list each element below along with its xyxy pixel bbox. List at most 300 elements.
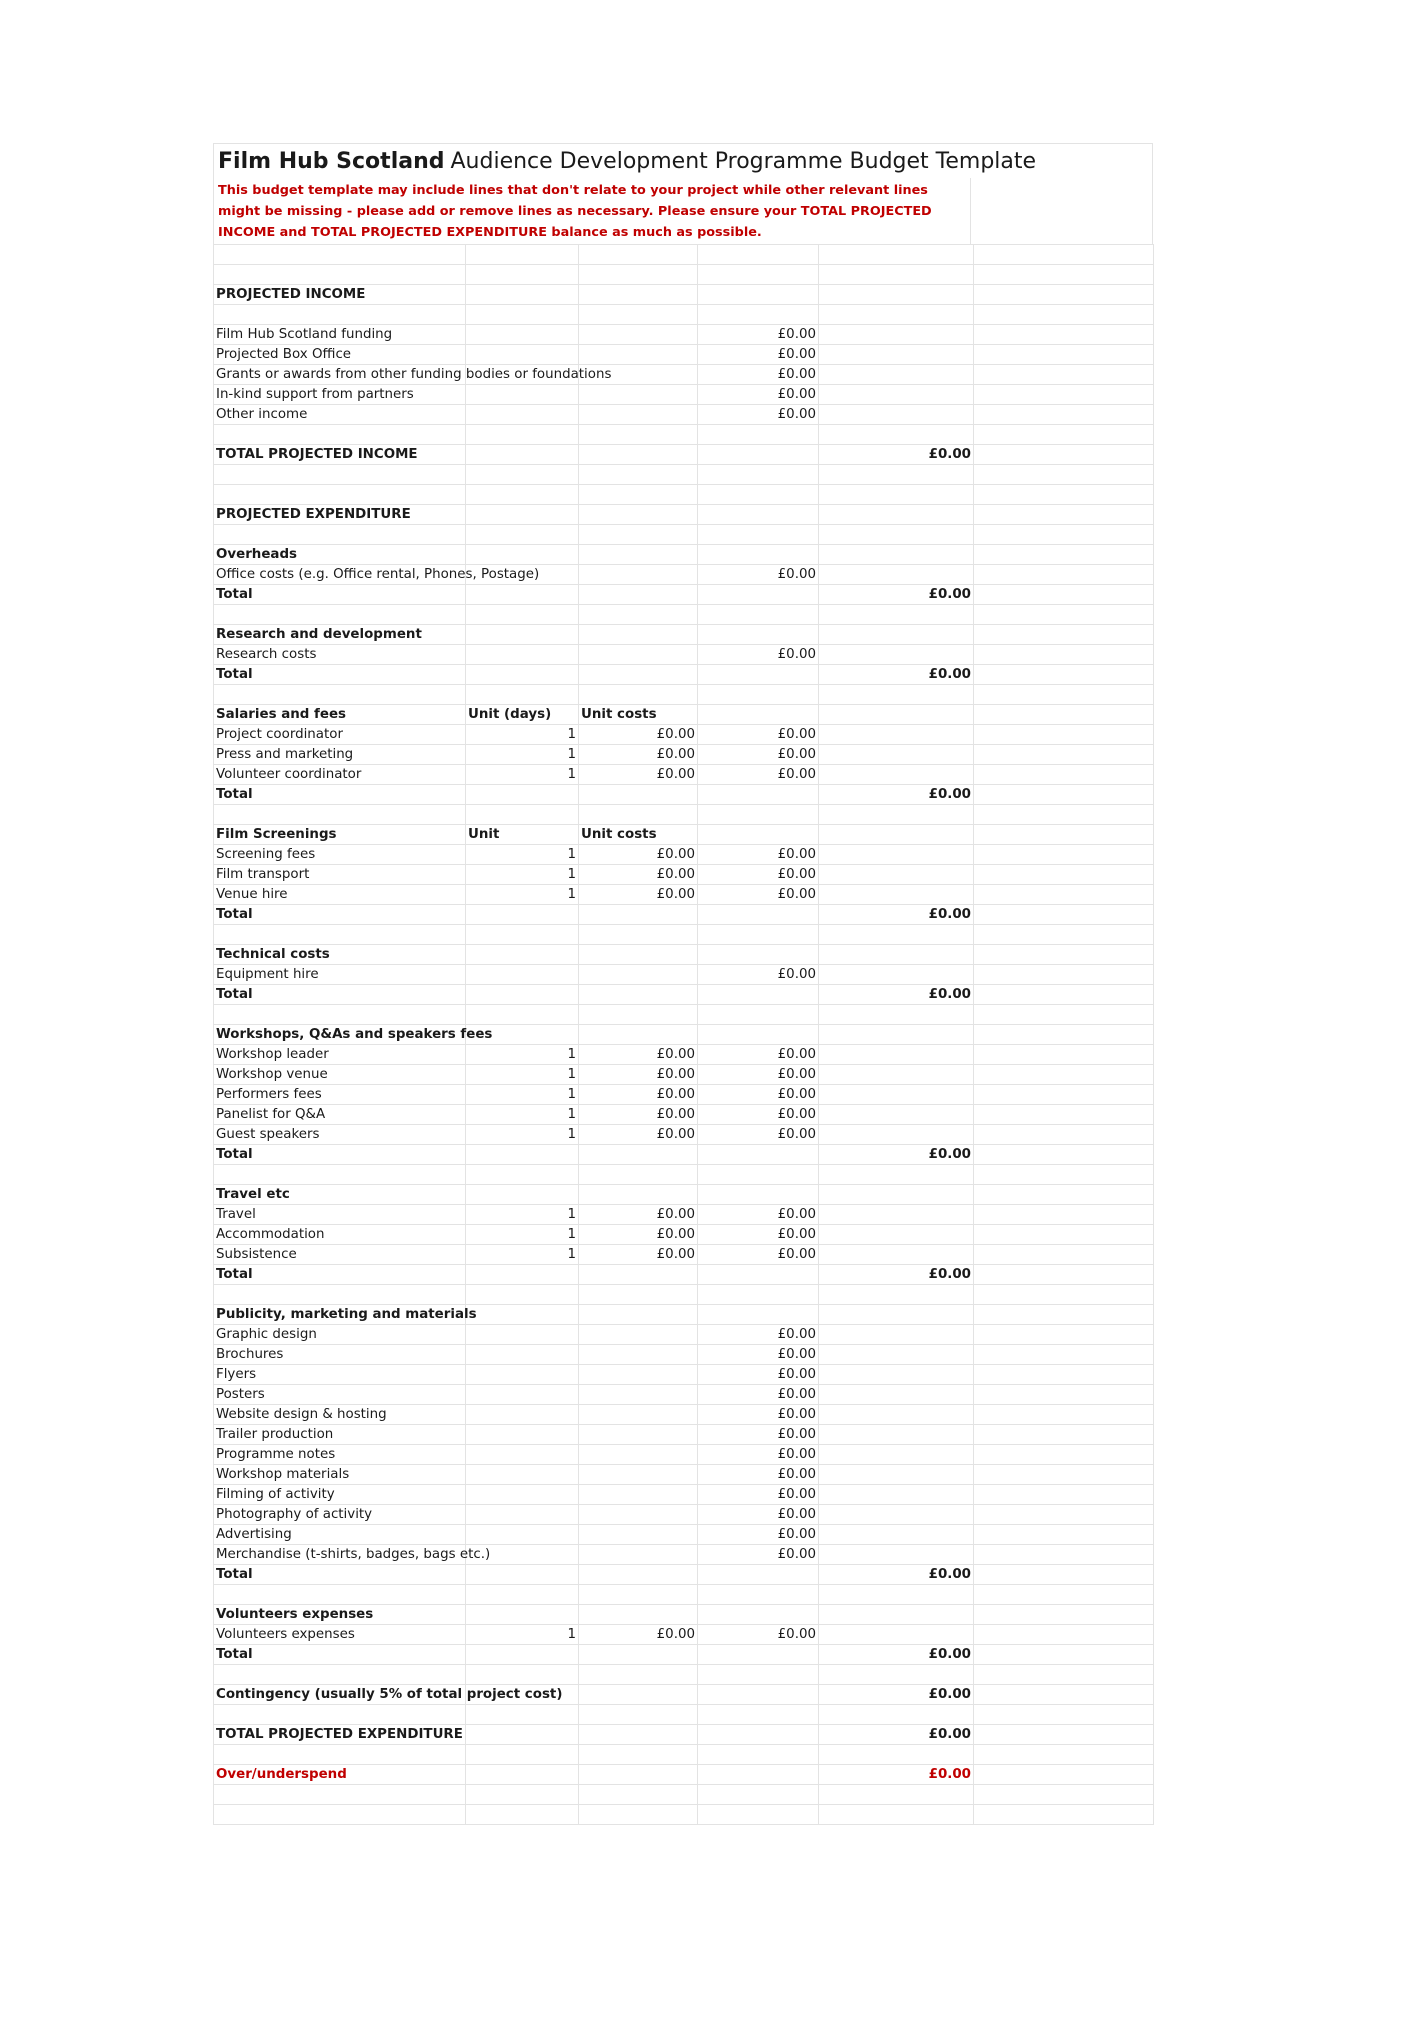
- unit-cost-cell[interactable]: [579, 1185, 698, 1205]
- cost-cell[interactable]: [698, 445, 819, 465]
- cost-cell[interactable]: [698, 1145, 819, 1165]
- unit-cell[interactable]: [466, 1385, 579, 1405]
- label-cell[interactable]: [214, 1165, 466, 1185]
- total-cell[interactable]: [819, 605, 974, 625]
- unit-cell[interactable]: 1: [466, 1625, 579, 1645]
- total-cell[interactable]: [819, 705, 974, 725]
- label-cell[interactable]: PROJECTED EXPENDITURE: [214, 505, 466, 525]
- total-cell[interactable]: [819, 1665, 974, 1685]
- unit-cost-cell[interactable]: [579, 305, 698, 325]
- cost-cell[interactable]: £0.00: [698, 1225, 819, 1245]
- total-cell[interactable]: [819, 1365, 974, 1385]
- total-cell[interactable]: [819, 265, 974, 285]
- cost-cell[interactable]: £0.00: [698, 345, 819, 365]
- total-cell[interactable]: [819, 325, 974, 345]
- unit-cell[interactable]: [466, 425, 579, 445]
- spare-cell[interactable]: [974, 1185, 1154, 1205]
- label-cell[interactable]: Workshop materials: [214, 1465, 466, 1485]
- unit-cell[interactable]: [466, 1745, 579, 1765]
- label-cell[interactable]: Research costs: [214, 645, 466, 665]
- unit-cost-cell[interactable]: [579, 1785, 698, 1805]
- unit-cost-cell[interactable]: [579, 1645, 698, 1665]
- unit-cost-cell[interactable]: £0.00: [579, 1245, 698, 1265]
- unit-cell[interactable]: [466, 1725, 579, 1745]
- total-cell[interactable]: [819, 645, 974, 665]
- label-cell[interactable]: Workshop venue: [214, 1065, 466, 1085]
- unit-cost-cell[interactable]: [579, 565, 698, 585]
- spare-cell[interactable]: [974, 1345, 1154, 1365]
- spare-cell[interactable]: [974, 1785, 1154, 1805]
- label-cell[interactable]: Travel etc: [214, 1185, 466, 1205]
- unit-cost-cell[interactable]: [579, 525, 698, 545]
- cost-cell[interactable]: [698, 785, 819, 805]
- unit-cost-cell[interactable]: [579, 1165, 698, 1185]
- cost-cell[interactable]: £0.00: [698, 745, 819, 765]
- label-cell[interactable]: Publicity, marketing and materials: [214, 1305, 466, 1325]
- label-cell[interactable]: Over/underspend: [214, 1765, 466, 1785]
- unit-cell[interactable]: 1: [466, 1045, 579, 1065]
- unit-cost-cell[interactable]: [579, 1265, 698, 1285]
- label-cell[interactable]: [214, 1805, 466, 1825]
- cost-cell[interactable]: [698, 945, 819, 965]
- label-cell[interactable]: Film Hub Scotland funding: [214, 325, 466, 345]
- spare-cell[interactable]: [974, 385, 1154, 405]
- spare-cell[interactable]: [974, 1745, 1154, 1765]
- total-cell[interactable]: [819, 1105, 974, 1125]
- unit-cost-cell[interactable]: [579, 545, 698, 565]
- total-cell[interactable]: [819, 1525, 974, 1545]
- spare-cell[interactable]: [974, 1065, 1154, 1085]
- unit-cost-cell[interactable]: [579, 1745, 698, 1765]
- unit-cost-cell[interactable]: £0.00: [579, 1105, 698, 1125]
- unit-cost-cell[interactable]: [579, 1765, 698, 1785]
- total-cell[interactable]: [819, 1245, 974, 1265]
- label-cell[interactable]: Salaries and fees: [214, 705, 466, 725]
- unit-cell[interactable]: [466, 525, 579, 545]
- spare-cell[interactable]: [974, 305, 1154, 325]
- spare-cell[interactable]: [974, 1545, 1154, 1565]
- unit-cell[interactable]: [466, 925, 579, 945]
- label-cell[interactable]: Total: [214, 905, 466, 925]
- label-cell[interactable]: [214, 805, 466, 825]
- label-cell[interactable]: Technical costs: [214, 945, 466, 965]
- unit-cost-cell[interactable]: [579, 505, 698, 525]
- cost-cell[interactable]: [698, 1605, 819, 1625]
- unit-cost-cell[interactable]: £0.00: [579, 1065, 698, 1085]
- label-cell[interactable]: TOTAL PROJECTED INCOME: [214, 445, 466, 465]
- total-cell[interactable]: [819, 845, 974, 865]
- unit-cell[interactable]: [466, 585, 579, 605]
- unit-cost-cell[interactable]: £0.00: [579, 885, 698, 905]
- unit-cell[interactable]: 1: [466, 1205, 579, 1225]
- spare-cell[interactable]: [974, 1305, 1154, 1325]
- spare-cell[interactable]: [974, 1225, 1154, 1245]
- cost-cell[interactable]: £0.00: [698, 1545, 819, 1565]
- spare-cell[interactable]: [974, 865, 1154, 885]
- unit-cost-cell[interactable]: £0.00: [579, 1085, 698, 1105]
- total-cell[interactable]: [819, 725, 974, 745]
- total-cell[interactable]: £0.00: [819, 585, 974, 605]
- total-cell[interactable]: [819, 625, 974, 645]
- total-cell[interactable]: [819, 285, 974, 305]
- spare-cell[interactable]: [974, 365, 1154, 385]
- unit-cost-cell[interactable]: [579, 465, 698, 485]
- unit-cell[interactable]: [466, 1605, 579, 1625]
- unit-cost-cell[interactable]: [579, 1545, 698, 1565]
- unit-cell[interactable]: [466, 545, 579, 565]
- unit-cost-cell[interactable]: [579, 1325, 698, 1345]
- unit-cell[interactable]: [466, 1145, 579, 1165]
- unit-cost-cell[interactable]: [579, 665, 698, 685]
- cost-cell[interactable]: £0.00: [698, 1125, 819, 1145]
- spare-cell[interactable]: [974, 1045, 1154, 1065]
- unit-cell[interactable]: 1: [466, 1105, 579, 1125]
- unit-cell[interactable]: [466, 1585, 579, 1605]
- unit-cell[interactable]: [466, 1565, 579, 1585]
- label-cell[interactable]: Grants or awards from other funding bodies or foundations: [214, 365, 466, 385]
- spare-cell[interactable]: [974, 1365, 1154, 1385]
- cost-cell[interactable]: £0.00: [698, 865, 819, 885]
- label-cell[interactable]: Volunteers expenses: [214, 1625, 466, 1645]
- cost-cell[interactable]: £0.00: [698, 1205, 819, 1225]
- total-cell[interactable]: [819, 345, 974, 365]
- spare-cell[interactable]: [974, 945, 1154, 965]
- spare-cell[interactable]: [974, 985, 1154, 1005]
- total-cell[interactable]: £0.00: [819, 1645, 974, 1665]
- total-cell[interactable]: £0.00: [819, 1145, 974, 1165]
- unit-cost-cell[interactable]: £0.00: [579, 845, 698, 865]
- cost-cell[interactable]: £0.00: [698, 1405, 819, 1425]
- cost-cell[interactable]: [698, 505, 819, 525]
- unit-cell[interactable]: [466, 325, 579, 345]
- unit-cost-cell[interactable]: [579, 1385, 698, 1405]
- cost-cell[interactable]: [698, 1805, 819, 1825]
- label-cell[interactable]: Travel: [214, 1205, 466, 1225]
- total-cell[interactable]: [819, 1785, 974, 1805]
- unit-cost-cell[interactable]: [579, 1005, 698, 1025]
- total-cell[interactable]: [819, 465, 974, 485]
- label-cell[interactable]: Performers fees: [214, 1085, 466, 1105]
- total-cell[interactable]: [819, 1745, 974, 1765]
- label-cell[interactable]: Workshops, Q&As and speakers fees: [214, 1025, 466, 1045]
- total-cell[interactable]: [819, 245, 974, 265]
- spare-cell[interactable]: [974, 805, 1154, 825]
- label-cell[interactable]: [214, 485, 466, 505]
- label-cell[interactable]: Accommodation: [214, 1225, 466, 1245]
- unit-cost-cell[interactable]: [579, 1665, 698, 1685]
- label-cell[interactable]: Film Screenings: [214, 825, 466, 845]
- spare-cell[interactable]: [974, 1665, 1154, 1685]
- spare-cell[interactable]: [974, 845, 1154, 865]
- cost-cell[interactable]: [698, 305, 819, 325]
- cost-cell[interactable]: [698, 1265, 819, 1285]
- total-cell[interactable]: [819, 1045, 974, 1065]
- cost-cell[interactable]: [698, 1785, 819, 1805]
- cost-cell[interactable]: [698, 1305, 819, 1325]
- spare-cell[interactable]: [974, 1645, 1154, 1665]
- label-cell[interactable]: [214, 1005, 466, 1025]
- cost-cell[interactable]: [698, 1745, 819, 1765]
- cost-cell[interactable]: £0.00: [698, 1365, 819, 1385]
- spare-cell[interactable]: [974, 1605, 1154, 1625]
- total-cell[interactable]: [819, 685, 974, 705]
- cost-cell[interactable]: [698, 485, 819, 505]
- unit-cell[interactable]: [466, 465, 579, 485]
- label-cell[interactable]: Film transport: [214, 865, 466, 885]
- total-cell[interactable]: £0.00: [819, 1265, 974, 1285]
- cost-cell[interactable]: [698, 1585, 819, 1605]
- spare-cell[interactable]: [974, 445, 1154, 465]
- label-cell[interactable]: [214, 425, 466, 445]
- unit-cell[interactable]: [466, 1665, 579, 1685]
- label-cell[interactable]: Total: [214, 1145, 466, 1165]
- cost-cell[interactable]: £0.00: [698, 385, 819, 405]
- spare-cell[interactable]: [974, 1465, 1154, 1485]
- unit-cost-cell[interactable]: [579, 785, 698, 805]
- unit-cost-cell[interactable]: [579, 245, 698, 265]
- total-cell[interactable]: [819, 405, 974, 425]
- cost-cell[interactable]: [698, 425, 819, 445]
- unit-cost-cell[interactable]: [579, 625, 698, 645]
- spare-cell[interactable]: [974, 825, 1154, 845]
- total-cell[interactable]: £0.00: [819, 445, 974, 465]
- unit-cell[interactable]: 1: [466, 1125, 579, 1145]
- spare-cell[interactable]: [974, 965, 1154, 985]
- cost-cell[interactable]: £0.00: [698, 1245, 819, 1265]
- label-cell[interactable]: Programme notes: [214, 1445, 466, 1465]
- spare-cell[interactable]: [974, 1105, 1154, 1125]
- cost-cell[interactable]: £0.00: [698, 725, 819, 745]
- spare-cell[interactable]: [974, 1405, 1154, 1425]
- total-cell[interactable]: [819, 1545, 974, 1565]
- label-cell[interactable]: Total: [214, 1265, 466, 1285]
- label-cell[interactable]: Flyers: [214, 1365, 466, 1385]
- label-cell[interactable]: [214, 245, 466, 265]
- total-cell[interactable]: [819, 485, 974, 505]
- unit-cost-cell[interactable]: [579, 1345, 698, 1365]
- total-cell[interactable]: [819, 565, 974, 585]
- spare-cell[interactable]: [974, 1325, 1154, 1345]
- total-cell[interactable]: [819, 425, 974, 445]
- unit-cell[interactable]: [466, 1645, 579, 1665]
- cost-cell[interactable]: £0.00: [698, 1525, 819, 1545]
- total-cell[interactable]: [819, 1405, 974, 1425]
- cost-cell[interactable]: [698, 685, 819, 705]
- label-cell[interactable]: PROJECTED INCOME: [214, 285, 466, 305]
- spare-cell[interactable]: [974, 1485, 1154, 1505]
- label-cell[interactable]: [214, 1785, 466, 1805]
- spare-cell[interactable]: [974, 1205, 1154, 1225]
- unit-cell[interactable]: 1: [466, 1085, 579, 1105]
- unit-cost-cell[interactable]: [579, 1445, 698, 1465]
- unit-cost-cell[interactable]: [579, 925, 698, 945]
- total-cell[interactable]: [819, 1385, 974, 1405]
- unit-cell[interactable]: [466, 385, 579, 405]
- cost-cell[interactable]: [698, 1705, 819, 1725]
- spare-cell[interactable]: [974, 1445, 1154, 1465]
- label-cell[interactable]: Total: [214, 785, 466, 805]
- total-cell[interactable]: [819, 1025, 974, 1045]
- cost-cell[interactable]: [698, 805, 819, 825]
- label-cell[interactable]: [214, 525, 466, 545]
- cost-cell[interactable]: £0.00: [698, 1445, 819, 1465]
- total-cell[interactable]: [819, 1805, 974, 1825]
- unit-cost-cell[interactable]: [579, 345, 698, 365]
- total-cell[interactable]: [819, 925, 974, 945]
- label-cell[interactable]: Total: [214, 1645, 466, 1665]
- spare-cell[interactable]: [974, 905, 1154, 925]
- cost-cell[interactable]: £0.00: [698, 1045, 819, 1065]
- label-cell[interactable]: [214, 305, 466, 325]
- total-cell[interactable]: [819, 885, 974, 905]
- unit-cell[interactable]: [466, 1005, 579, 1025]
- total-cell[interactable]: [819, 1185, 974, 1205]
- unit-cost-cell[interactable]: [579, 1605, 698, 1625]
- total-cell[interactable]: [819, 865, 974, 885]
- cost-cell[interactable]: £0.00: [698, 1325, 819, 1345]
- unit-cost-cell[interactable]: [579, 1565, 698, 1585]
- label-cell[interactable]: Trailer production: [214, 1425, 466, 1445]
- label-cell[interactable]: [214, 925, 466, 945]
- total-cell[interactable]: [819, 1465, 974, 1485]
- label-cell[interactable]: Graphic design: [214, 1325, 466, 1345]
- label-cell[interactable]: Filming of activity: [214, 1485, 466, 1505]
- spare-cell[interactable]: [974, 1145, 1154, 1165]
- unit-cost-cell[interactable]: [579, 905, 698, 925]
- cost-cell[interactable]: [698, 985, 819, 1005]
- unit-cell[interactable]: 1: [466, 845, 579, 865]
- unit-cost-cell[interactable]: £0.00: [579, 1225, 698, 1245]
- unit-cell[interactable]: 1: [466, 1245, 579, 1265]
- total-cell[interactable]: [819, 305, 974, 325]
- spare-cell[interactable]: [974, 265, 1154, 285]
- unit-cell[interactable]: [466, 1785, 579, 1805]
- total-cell[interactable]: [819, 1585, 974, 1605]
- spare-cell[interactable]: [974, 925, 1154, 945]
- label-cell[interactable]: Advertising: [214, 1525, 466, 1545]
- spare-cell[interactable]: [974, 1265, 1154, 1285]
- label-cell[interactable]: Panelist for Q&A: [214, 1105, 466, 1125]
- unit-cost-cell[interactable]: [579, 325, 698, 345]
- label-cell[interactable]: [214, 1665, 466, 1685]
- cost-cell[interactable]: [698, 1685, 819, 1705]
- spare-cell[interactable]: [974, 545, 1154, 565]
- total-cell[interactable]: £0.00: [819, 985, 974, 1005]
- unit-cost-cell[interactable]: [579, 1425, 698, 1445]
- total-cell[interactable]: [819, 1485, 974, 1505]
- label-cell[interactable]: Total: [214, 665, 466, 685]
- spare-cell[interactable]: [974, 1285, 1154, 1305]
- unit-cell[interactable]: [466, 1505, 579, 1525]
- cost-cell[interactable]: £0.00: [698, 405, 819, 425]
- unit-cost-cell[interactable]: £0.00: [579, 745, 698, 765]
- unit-cell[interactable]: [466, 1285, 579, 1305]
- unit-cost-cell[interactable]: [579, 1025, 698, 1045]
- unit-cell[interactable]: [466, 1485, 579, 1505]
- unit-cell[interactable]: [466, 1305, 579, 1325]
- spare-cell[interactable]: [974, 245, 1154, 265]
- cost-cell[interactable]: [698, 1285, 819, 1305]
- unit-cost-cell[interactable]: [579, 1525, 698, 1545]
- label-cell[interactable]: [214, 265, 466, 285]
- unit-cost-cell[interactable]: £0.00: [579, 1125, 698, 1145]
- total-cell[interactable]: [819, 945, 974, 965]
- unit-cell[interactable]: [466, 1325, 579, 1345]
- cost-cell[interactable]: £0.00: [698, 1465, 819, 1485]
- label-cell[interactable]: Office costs (e.g. Office rental, Phones, Postage): [214, 565, 466, 585]
- total-cell[interactable]: [819, 1305, 974, 1325]
- total-cell[interactable]: [819, 1085, 974, 1105]
- total-cell[interactable]: £0.00: [819, 785, 974, 805]
- label-cell[interactable]: Posters: [214, 1385, 466, 1405]
- unit-cell[interactable]: [466, 345, 579, 365]
- spare-cell[interactable]: [974, 1125, 1154, 1145]
- unit-cell[interactable]: [466, 785, 579, 805]
- unit-cell[interactable]: [466, 1425, 579, 1445]
- spare-cell[interactable]: [974, 645, 1154, 665]
- total-cell[interactable]: [819, 1225, 974, 1245]
- unit-cost-cell[interactable]: [579, 685, 698, 705]
- unit-cost-cell[interactable]: [579, 1305, 698, 1325]
- unit-cost-cell[interactable]: [579, 1285, 698, 1305]
- label-cell[interactable]: Total: [214, 1565, 466, 1585]
- cost-cell[interactable]: [698, 605, 819, 625]
- unit-cost-cell[interactable]: [579, 805, 698, 825]
- unit-cell[interactable]: [466, 1445, 579, 1465]
- label-cell[interactable]: Volunteers expenses: [214, 1605, 466, 1625]
- unit-cost-cell[interactable]: [579, 985, 698, 1005]
- spare-cell[interactable]: [974, 725, 1154, 745]
- label-cell[interactable]: In-kind support from partners: [214, 385, 466, 405]
- spare-cell[interactable]: [974, 765, 1154, 785]
- total-cell[interactable]: [819, 1125, 974, 1145]
- unit-cost-cell[interactable]: [579, 945, 698, 965]
- spare-cell[interactable]: [974, 1705, 1154, 1725]
- label-cell[interactable]: Guest speakers: [214, 1125, 466, 1145]
- unit-cell[interactable]: 1: [466, 865, 579, 885]
- unit-cell[interactable]: [466, 905, 579, 925]
- unit-cost-cell[interactable]: [579, 385, 698, 405]
- unit-cost-cell[interactable]: [579, 585, 698, 605]
- cost-cell[interactable]: [698, 285, 819, 305]
- label-cell[interactable]: Merchandise (t-shirts, badges, bags etc.): [214, 1545, 466, 1565]
- spare-cell[interactable]: [974, 505, 1154, 525]
- cost-cell[interactable]: £0.00: [698, 1085, 819, 1105]
- cost-cell[interactable]: [698, 1765, 819, 1785]
- cost-cell[interactable]: £0.00: [698, 1065, 819, 1085]
- label-cell[interactable]: Projected Box Office: [214, 345, 466, 365]
- cost-cell[interactable]: £0.00: [698, 325, 819, 345]
- spare-cell[interactable]: [974, 1525, 1154, 1545]
- unit-cost-cell[interactable]: [579, 965, 698, 985]
- unit-cell[interactable]: [466, 1805, 579, 1825]
- unit-cell[interactable]: [466, 985, 579, 1005]
- total-cell[interactable]: [819, 1325, 974, 1345]
- spare-cell[interactable]: [974, 325, 1154, 345]
- unit-cost-cell[interactable]: £0.00: [579, 765, 698, 785]
- spare-cell[interactable]: [974, 485, 1154, 505]
- label-cell[interactable]: [214, 1585, 466, 1605]
- unit-cost-cell[interactable]: Unit costs: [579, 825, 698, 845]
- cost-cell[interactable]: £0.00: [698, 565, 819, 585]
- unit-cost-cell[interactable]: [579, 425, 698, 445]
- unit-cell[interactable]: Unit: [466, 825, 579, 845]
- spare-cell[interactable]: [974, 345, 1154, 365]
- total-cell[interactable]: [819, 1205, 974, 1225]
- label-cell[interactable]: [214, 1745, 466, 1765]
- unit-cell[interactable]: [466, 245, 579, 265]
- label-cell[interactable]: Volunteer coordinator: [214, 765, 466, 785]
